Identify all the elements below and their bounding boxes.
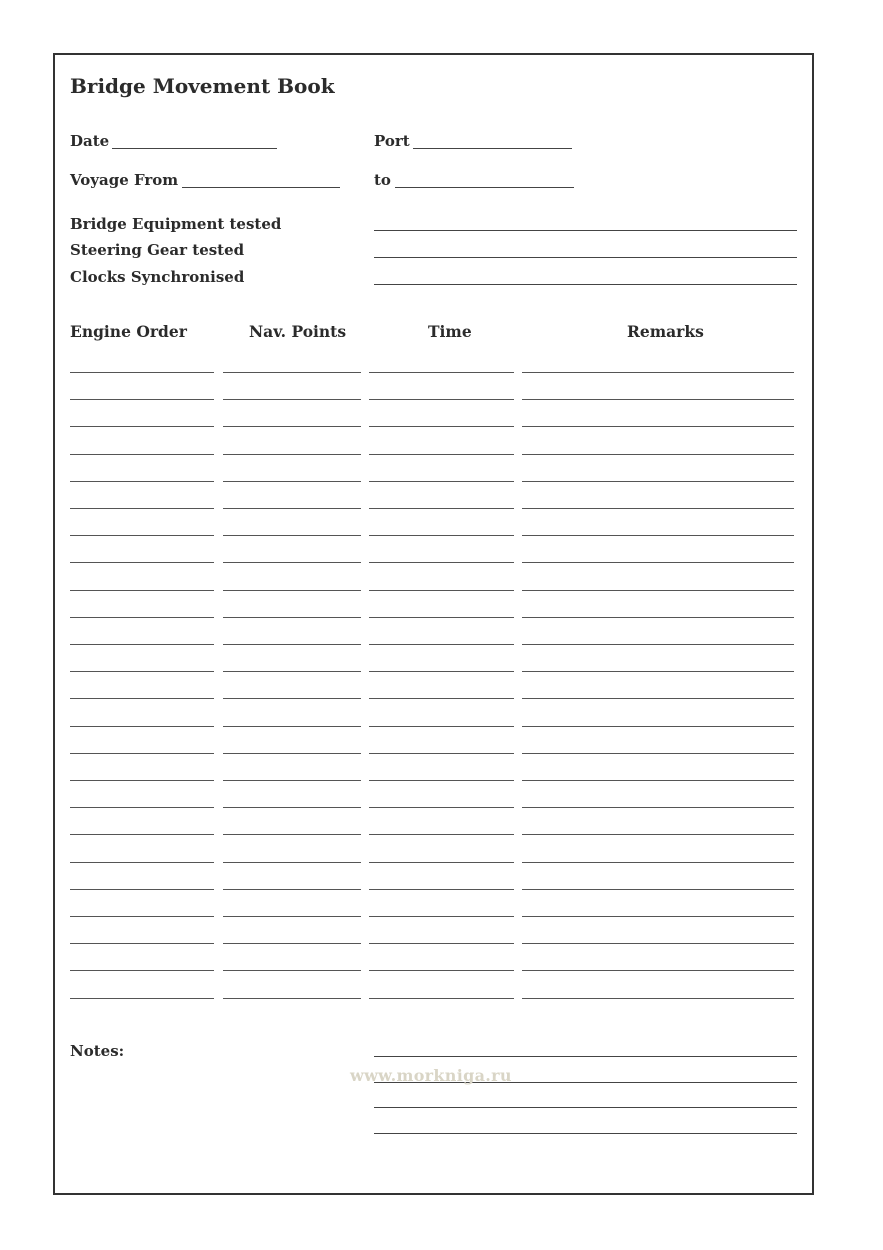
table-cell-remarks[interactable] (522, 698, 794, 699)
table-cell-time[interactable] (369, 998, 514, 999)
check-steering-gear-label: Steering Gear tested (70, 241, 245, 259)
table-cell-nav-points[interactable] (223, 399, 361, 400)
table-cell-time[interactable] (369, 698, 514, 699)
check-clocks-field[interactable] (374, 284, 797, 285)
table-cell-engine-order[interactable] (70, 726, 214, 727)
table-cell-time[interactable] (369, 671, 514, 672)
watermark-text: www.morkniga.ru (350, 1066, 512, 1085)
table-cell-remarks[interactable] (522, 372, 794, 373)
table-cell-time[interactable] (369, 862, 514, 863)
table-cell-nav-points[interactable] (223, 780, 361, 781)
notes-line[interactable] (374, 1107, 797, 1108)
table-cell-engine-order[interactable] (70, 399, 214, 400)
table-cell-remarks[interactable] (522, 807, 794, 808)
table-cell-remarks[interactable] (522, 426, 794, 427)
table-cell-remarks[interactable] (522, 726, 794, 727)
table-cell-nav-points[interactable] (223, 508, 361, 509)
table-cell-time[interactable] (369, 780, 514, 781)
table-cell-engine-order[interactable] (70, 671, 214, 672)
notes-label: Notes: (70, 1042, 125, 1060)
table-cell-engine-order[interactable] (70, 562, 214, 563)
table-cell-engine-order[interactable] (70, 590, 214, 591)
table-cell-engine-order[interactable] (70, 454, 214, 455)
table-cell-remarks[interactable] (522, 753, 794, 754)
table-cell-remarks[interactable] (522, 454, 794, 455)
table-cell-engine-order[interactable] (70, 780, 214, 781)
table-cell-nav-points[interactable] (223, 426, 361, 427)
table-cell-nav-points[interactable] (223, 535, 361, 536)
table-cell-remarks[interactable] (522, 834, 794, 835)
table-cell-engine-order[interactable] (70, 889, 214, 890)
port-label: Port (374, 132, 410, 150)
table-cell-remarks[interactable] (522, 562, 794, 563)
table-cell-nav-points[interactable] (223, 562, 361, 563)
table-cell-time[interactable] (369, 562, 514, 563)
table-cell-remarks[interactable] (522, 590, 794, 591)
table-cell-engine-order[interactable] (70, 481, 214, 482)
column-header-remarks: Remarks (627, 322, 704, 341)
table-cell-nav-points[interactable] (223, 970, 361, 971)
table-cell-engine-order[interactable] (70, 753, 214, 754)
table-cell-time[interactable] (369, 970, 514, 971)
table-cell-engine-order[interactable] (70, 970, 214, 971)
table-cell-engine-order[interactable] (70, 426, 214, 427)
table-cell-nav-points[interactable] (223, 998, 361, 999)
table-cell-time[interactable] (369, 617, 514, 618)
table-cell-time[interactable] (369, 535, 514, 536)
table-cell-nav-points[interactable] (223, 753, 361, 754)
table-cell-time[interactable] (369, 916, 514, 917)
table-cell-remarks[interactable] (522, 644, 794, 645)
table-cell-engine-order[interactable] (70, 916, 214, 917)
table-cell-nav-points[interactable] (223, 698, 361, 699)
table-cell-time[interactable] (369, 807, 514, 808)
table-cell-engine-order[interactable] (70, 834, 214, 835)
table-cell-nav-points[interactable] (223, 372, 361, 373)
table-cell-engine-order[interactable] (70, 698, 214, 699)
table-cell-nav-points[interactable] (223, 671, 361, 672)
table-cell-remarks[interactable] (522, 970, 794, 971)
table-cell-remarks[interactable] (522, 862, 794, 863)
notes-line[interactable] (374, 1133, 797, 1134)
table-cell-remarks[interactable] (522, 671, 794, 672)
table-cell-engine-order[interactable] (70, 807, 214, 808)
check-clocks-label: Clocks Synchronised (70, 268, 245, 286)
table-cell-nav-points[interactable] (223, 834, 361, 835)
column-header-time: Time (428, 322, 472, 341)
voyage-from-label: Voyage From (70, 171, 179, 189)
table-cell-time[interactable] (369, 372, 514, 373)
table-cell-time[interactable] (369, 644, 514, 645)
column-header-nav-points: Nav. Points (249, 322, 347, 341)
table-cell-remarks[interactable] (522, 889, 794, 890)
table-cell-engine-order[interactable] (70, 508, 214, 509)
table-cell-nav-points[interactable] (223, 644, 361, 645)
table-cell-remarks[interactable] (522, 617, 794, 618)
table-cell-engine-order[interactable] (70, 943, 214, 944)
voyage-from-field[interactable] (182, 187, 340, 188)
table-cell-time[interactable] (369, 943, 514, 944)
table-cell-time[interactable] (369, 508, 514, 509)
table-cell-engine-order[interactable] (70, 372, 214, 373)
table-cell-time[interactable] (369, 726, 514, 727)
port-field[interactable] (413, 148, 572, 149)
table-cell-remarks[interactable] (522, 916, 794, 917)
check-steering-gear-field[interactable] (374, 257, 797, 258)
table-cell-remarks[interactable] (522, 943, 794, 944)
check-bridge-equipment-label: Bridge Equipment tested (70, 215, 282, 233)
table-cell-time[interactable] (369, 399, 514, 400)
notes-line[interactable] (374, 1056, 797, 1057)
table-cell-engine-order[interactable] (70, 535, 214, 536)
table-cell-nav-points[interactable] (223, 889, 361, 890)
table-cell-nav-points[interactable] (223, 807, 361, 808)
table-cell-time[interactable] (369, 889, 514, 890)
table-cell-remarks[interactable] (522, 399, 794, 400)
table-cell-nav-points[interactable] (223, 862, 361, 863)
column-header-engine-order: Engine Order (70, 322, 187, 341)
table-cell-nav-points[interactable] (223, 726, 361, 727)
table-cell-engine-order[interactable] (70, 998, 214, 999)
table-cell-time[interactable] (369, 834, 514, 835)
table-cell-remarks[interactable] (522, 508, 794, 509)
to-field[interactable] (395, 187, 574, 188)
table-cell-nav-points[interactable] (223, 481, 361, 482)
check-bridge-equipment-field[interactable] (374, 230, 797, 231)
table-cell-time[interactable] (369, 454, 514, 455)
to-label: to (374, 171, 391, 189)
table-cell-remarks[interactable] (522, 998, 794, 999)
form-title: Bridge Movement Book (70, 74, 335, 98)
table-cell-nav-points[interactable] (223, 617, 361, 618)
table-cell-remarks[interactable] (522, 780, 794, 781)
date-field[interactable] (112, 148, 277, 149)
table-cell-time[interactable] (369, 481, 514, 482)
table-cell-nav-points[interactable] (223, 916, 361, 917)
table-cell-nav-points[interactable] (223, 454, 361, 455)
table-cell-engine-order[interactable] (70, 644, 214, 645)
table-cell-nav-points[interactable] (223, 590, 361, 591)
table-cell-time[interactable] (369, 753, 514, 754)
table-cell-nav-points[interactable] (223, 943, 361, 944)
table-cell-engine-order[interactable] (70, 862, 214, 863)
table-cell-remarks[interactable] (522, 481, 794, 482)
table-cell-engine-order[interactable] (70, 617, 214, 618)
table-cell-time[interactable] (369, 426, 514, 427)
date-label: Date (70, 132, 110, 150)
table-cell-remarks[interactable] (522, 535, 794, 536)
table-cell-time[interactable] (369, 590, 514, 591)
